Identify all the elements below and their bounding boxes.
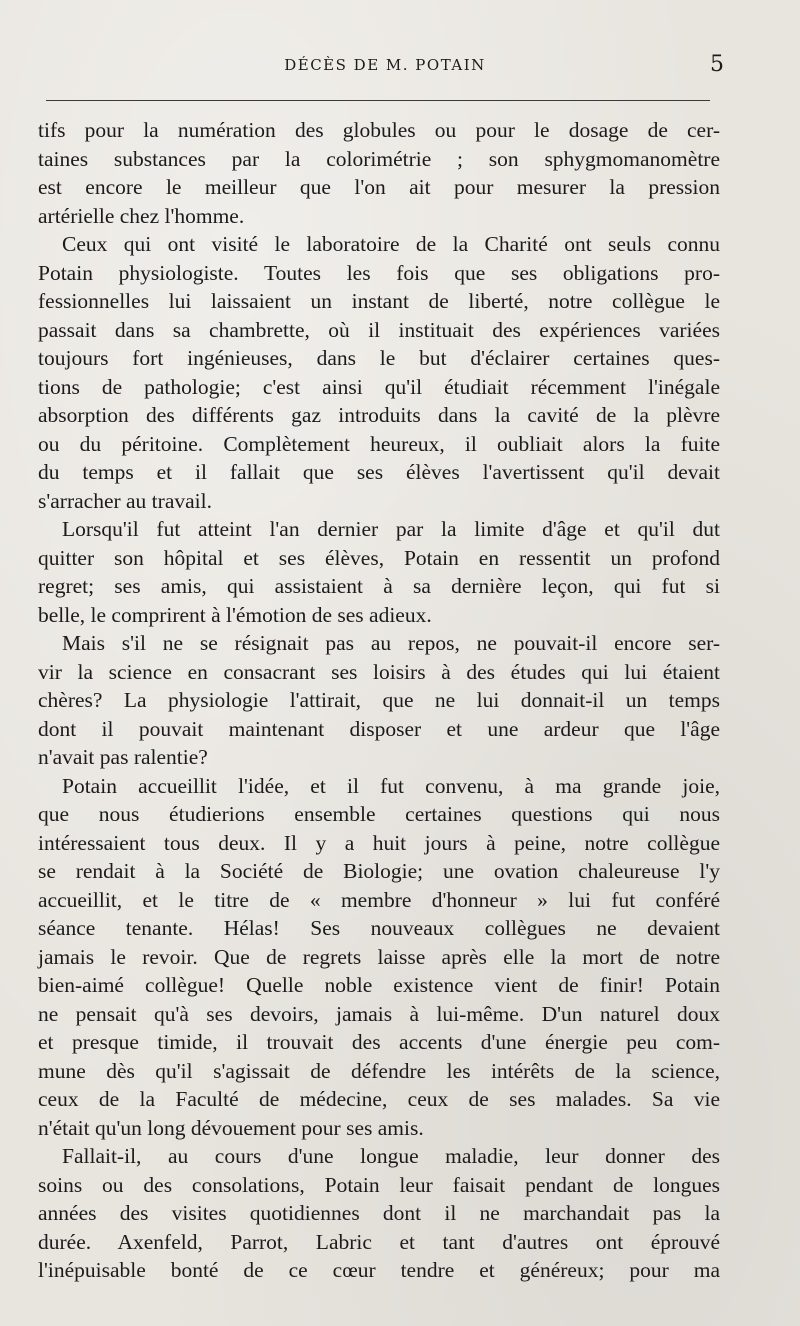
text-line: Fallait-il, au cours d'une longue maladie, leur donner des [62,1144,720,1168]
text-line: se rendait à la Société de Biologie; une ovation chaleureuse l'y [38,859,720,883]
text-line: Mais s'il ne se résignait pas au repos, ne pouvait-il encore ser- [62,631,720,655]
text-line: jamais le revoir. Que de regrets laisse après elle la mort de notre [38,944,720,969]
text-line: tifs pour la numération des globules ou pour le dosage de cer- [38,118,720,142]
text-line: durée. Axenfeld, Parrot, Labric et tant d'autres ont éprouvé [38,1229,720,1254]
page-number: 5 [710,52,724,77]
text-line: taines substances par la colorimétrie ; son sphygmomanomètre [38,146,720,171]
header-rule [46,100,710,101]
text-line: accueillit, et le titre de « membre d'honneur » lui fut conféré [38,887,720,912]
text-line: soins ou des consolations, Potain leur faisait pendant de longues [38,1172,720,1197]
text-line: fessionnelles lui laissaient un instant de liberté, notre collègue le [38,289,720,313]
text-line: Potain accueillit l'idée, et il fut convenu, à ma grande joie, [62,773,720,798]
text-line: n'avait pas ralentie? [38,745,208,769]
text-line: ceux de la Faculté de médecine, ceux de ses malades. Sa vie [38,1087,720,1111]
text-line: s'arracher au travail. [38,488,212,513]
text-line: l'inépuisable bonté de ce cœur tendre et généreux; pour ma [38,1258,720,1282]
text-line: regret; ses amis, qui assistaient à sa dernière leçon, qui fut si [38,574,720,598]
text-line: mune dès qu'il s'agissait de défendre les intérêts de la science, [38,1058,720,1083]
text-line: dont il pouvait maintenant disposer et une ardeur que l'âge [38,716,720,741]
text-line: années des visites quotidiennes dont il ne marchandait pas la [38,1201,720,1225]
text-line: belle, le comprirent à l'émotion de ses adieux. [38,602,432,627]
text-line: Lorsqu'il fut atteint l'an dernier par la limite d'âge et qu'il dut [62,517,720,541]
text-line: toujours fort ingénieuses, dans le but d'éclairer certaines ques- [38,346,720,370]
text-line: ne pensait qu'à ses devoirs, jamais à lui-même. D'un naturel doux [38,1001,720,1026]
page-header [40,52,730,84]
body-text [38,116,720,1285]
text-line: bien-aimé collègue! Quelle noble existence vient de finir! Potain [38,973,720,997]
text-line: du temps et il fallait que ses élèves l'avertissent qu'il devait [38,460,720,484]
text-line: vir la science en consacrant ses loisirs à des études qui lui étaient [38,659,720,684]
text-line: intéressaient tous deux. Il y a huit jours à peine, notre collègue [38,830,720,855]
text-line: absorption des différents gaz introduits dans la cavité de la plèvre [38,403,720,427]
text-line: artérielle chez l'homme. [38,203,245,228]
text-line: que nous étudierions ensemble certaines questions qui nous [38,802,720,826]
text-line: chères? La physiologie l'attirait, que ne lui donnait-il un temps [38,688,720,712]
running-title: DÉCÈS DE M. POTAIN [284,56,486,74]
text-line: n'était qu'un long dévouement pour ses amis. [38,1115,424,1140]
text-line: passait dans sa chambrette, où il instituait des expériences variées [38,317,720,342]
text-line: tions de pathologie; c'est ainsi qu'il étudiait récemment l'inégale [38,374,720,399]
text-line: quitter son hôpital et ses élèves, Potain en ressentit un profond [38,545,720,570]
text-line: et presque timide, il trouvait des accents d'une énergie peu com- [38,1030,720,1054]
text-line: est encore le meilleur que l'on ait pour mesurer la pression [38,175,720,199]
text-line: Potain physiologiste. Toutes les fois que ses obligations pro- [38,260,720,285]
text-line: ou du péritoine. Complètement heureux, il oubliait alors la fuite [38,431,720,456]
text-line: séance tenante. Hélas! Ses nouveaux collègues ne devaient [38,916,720,940]
text-line: Ceux qui ont visité le laboratoire de la Charité ont seuls connu [62,232,720,256]
